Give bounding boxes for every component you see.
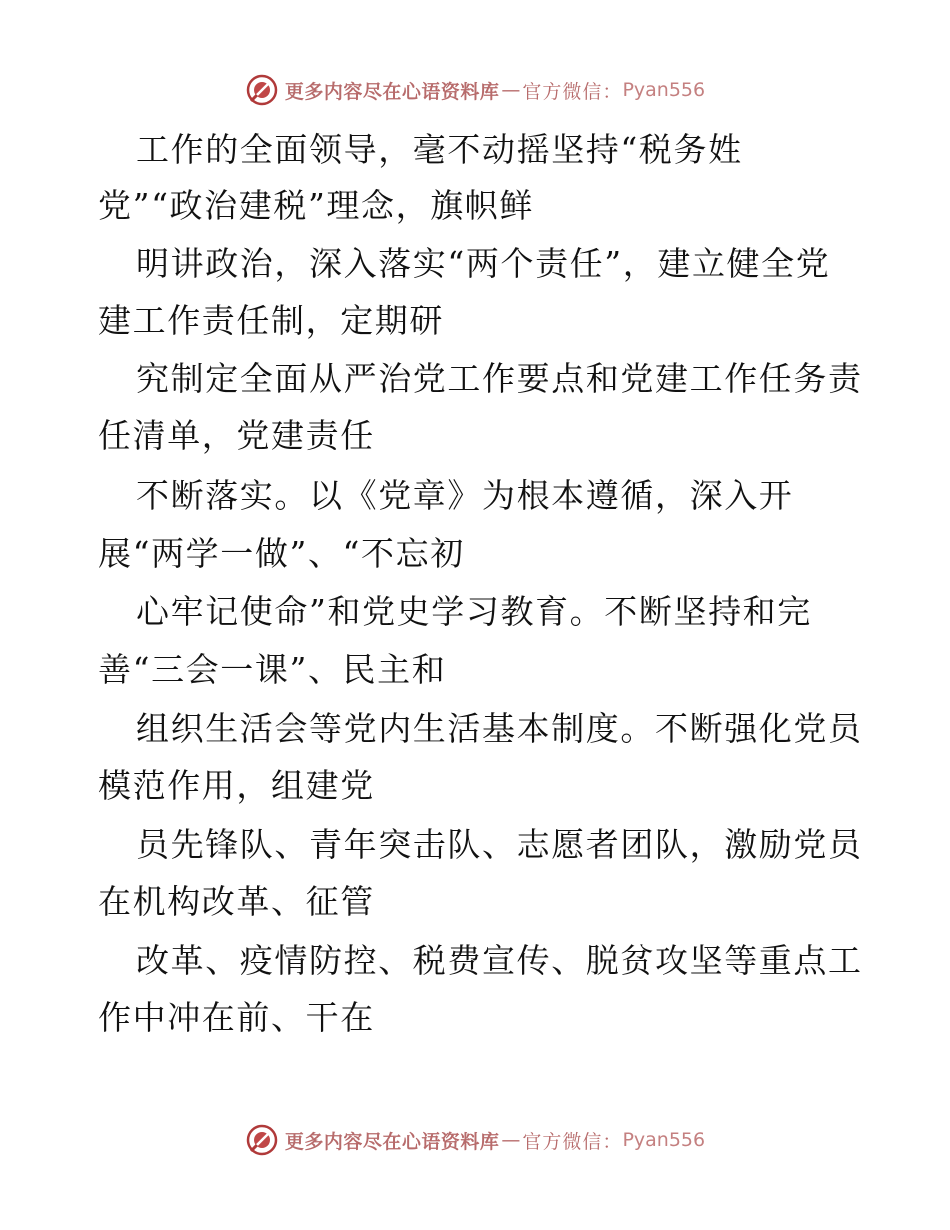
text-line: 员先锋队、青年突击队、志愿者团队，激励党员 bbox=[136, 825, 863, 864]
watermark-wechat-id: Pyan556 bbox=[622, 1129, 706, 1151]
text-line: 究制定全面从严治党工作要点和党建工作任务责 bbox=[136, 359, 863, 398]
text-line: 在机构改革、征管 bbox=[98, 882, 375, 921]
text-line: 善“三会一课”、民主和 bbox=[98, 650, 447, 689]
watermark-title: 更多内容尽在心语资料库 bbox=[284, 80, 500, 103]
seal-logo-icon bbox=[245, 73, 279, 107]
text-line: 组织生活会等党内生活基本制度。不断强化党员 bbox=[136, 709, 863, 748]
text-line: 心牢记使命”和党史学习教育。不断坚持和完 bbox=[136, 592, 812, 631]
text-line: 明讲政治，深入落实“两个责任”，建立健全党 bbox=[136, 244, 831, 283]
text-line: 改革、疫情防控、税费宣传、脱贫攻坚等重点工 bbox=[136, 941, 863, 980]
text-line: 展“两学一做”、“不忘初 bbox=[98, 534, 465, 573]
watermark-subtitle: 官方微信： bbox=[522, 1130, 623, 1153]
text-line: 作中冲在前、干在 bbox=[98, 998, 375, 1037]
text-line: 工作的全面领导，毫不动摇坚持“税务姓 bbox=[136, 130, 743, 169]
text-line: 建工作责任制，定期研 bbox=[98, 301, 444, 340]
text-line: 不断落实。以《党章》为根本遵循，深入开 bbox=[136, 476, 794, 515]
watermark-wechat-id: Pyan556 bbox=[622, 79, 706, 101]
text-line: 模范作用，组建党 bbox=[98, 766, 375, 805]
watermark-subtitle: 官方微信： bbox=[522, 80, 623, 103]
text-line: 党”“政治建税”理念，旗帜鲜 bbox=[98, 186, 535, 225]
watermark-separator: — bbox=[501, 79, 521, 101]
text-line: 任清单，党建责任 bbox=[98, 416, 375, 455]
watermark-title: 更多内容尽在心语资料库 bbox=[284, 1130, 500, 1153]
header-watermark bbox=[0, 70, 950, 110]
watermark-separator: — bbox=[501, 1129, 521, 1151]
seal-logo-icon bbox=[245, 1123, 279, 1157]
footer-watermark bbox=[0, 1120, 950, 1160]
